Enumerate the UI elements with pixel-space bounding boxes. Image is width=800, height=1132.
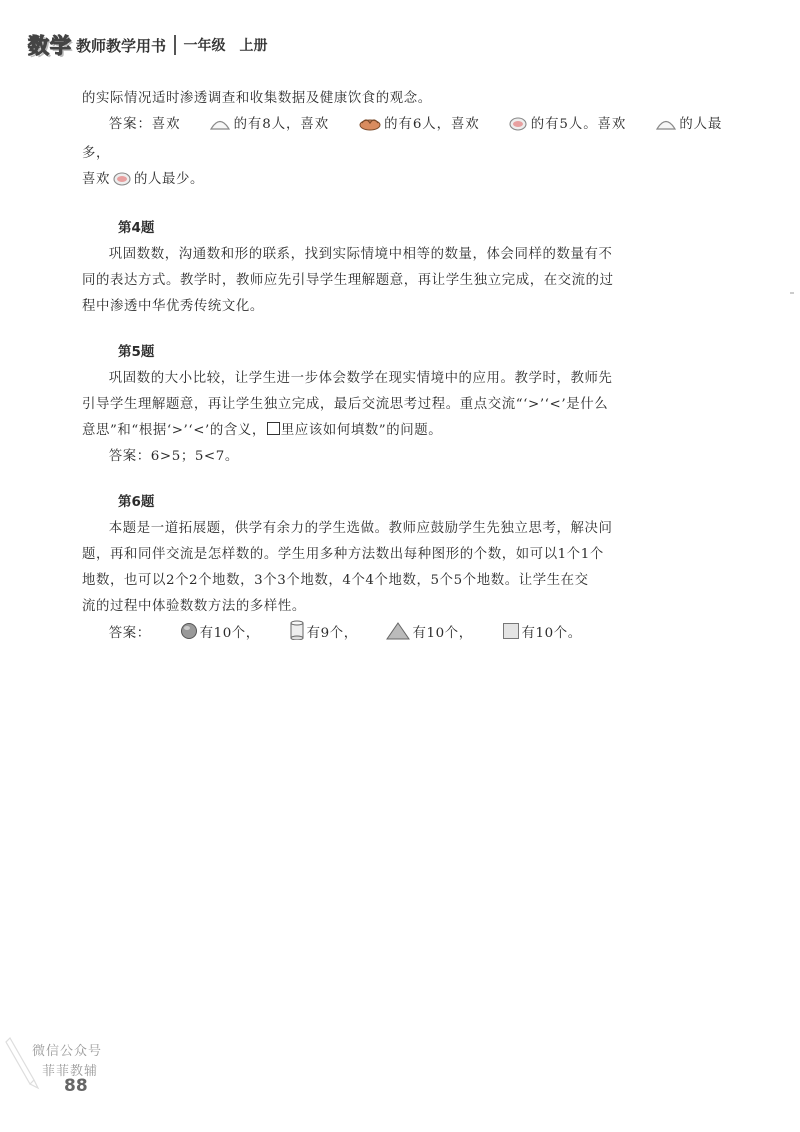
page-number: 88 <box>64 1076 88 1096</box>
noodles-icon <box>331 115 382 141</box>
blank-box-icon <box>267 422 280 435</box>
q6-text-line1: 本题是一道拓展题，供学有余力的学生选做。教师应鼓励学生先独立思考，解决问 <box>108 521 613 536</box>
intro-text: 的实际情况适时渗透调查和收集数据及健康饮食的观念。 <box>82 91 432 106</box>
volume-label: 上册 <box>239 38 268 54</box>
watermark-line1: 微信公众号 <box>32 1044 103 1059</box>
q6-heading: 第6题 <box>118 494 155 510</box>
header-divider <box>174 35 176 55</box>
page-header <box>28 28 268 62</box>
q6-text-line2: 题，再和同伴交流是怎样数的。学生用多种方法数出每种图形的个数，如可以1个1个 <box>82 547 604 562</box>
page-content <box>82 86 722 650</box>
book-title: 教师教学用书 <box>76 36 167 55</box>
q6-text-line3: 地数，也可以2个2个地数，3个3个地数，4个4个地数，5个5个地数。让学生在交 <box>82 573 589 588</box>
q6-answer: 答案： 有10个， 有9个， 有10个， 有10个。 <box>82 620 722 650</box>
q6-text-line4: 流的过程中体验数数方法的多样性。 <box>82 599 306 614</box>
rice-ball-icon <box>628 115 677 141</box>
intro-answer-cont: 喜欢 的人最少。 <box>82 167 722 196</box>
q5-heading: 第5题 <box>118 344 155 360</box>
intro-answer: 答案：喜欢 的有8人，喜欢 的有6人，喜欢 的有5人。喜欢 的人最多， <box>82 117 722 161</box>
rice-ball-icon <box>182 115 231 141</box>
grade-label: 一年级 <box>183 38 226 54</box>
triangle-icon <box>360 622 411 650</box>
q5-text-line3: 意思”和“根据‘>’‘<’的含义， 里应该如何填数”的问题。 <box>82 423 443 438</box>
q5-answer: 答案：6>5；5<7。 <box>108 449 239 464</box>
cylinder-icon <box>262 620 305 650</box>
scan-edge-mark <box>790 292 794 294</box>
dumpling-icon <box>482 115 529 141</box>
q4-heading: 第4题 <box>118 220 155 236</box>
watermark <box>4 1024 116 1104</box>
q5-text-line2: 引导学生理解题意，再让学生独立完成，最后交流思考过程。重点交流“‘>’‘<’是什么 <box>82 397 609 412</box>
watermark-line2: 菲菲教辅 <box>42 1064 99 1079</box>
math-logo: 数学 <box>28 34 72 58</box>
dumpling-icon <box>112 170 132 196</box>
q4-text-line1: 巩固数数，沟通数和形的联系，找到实际情境中相等的数量，体会同样的数量有不 <box>108 247 613 262</box>
q4-text-line3: 程中渗透中华优秀传统文化。 <box>82 299 264 314</box>
square-icon <box>475 622 520 650</box>
ball-icon <box>153 622 198 650</box>
q5-text-line1: 巩固数的大小比较，让学生进一步体会数学在现实情境中的应用。教学时，教师先 <box>108 371 613 386</box>
q4-text-line2: 同的表达方式。教学时，教师应先引导学生理解题意，再让学生独立完成，在交流的过 <box>82 273 614 288</box>
